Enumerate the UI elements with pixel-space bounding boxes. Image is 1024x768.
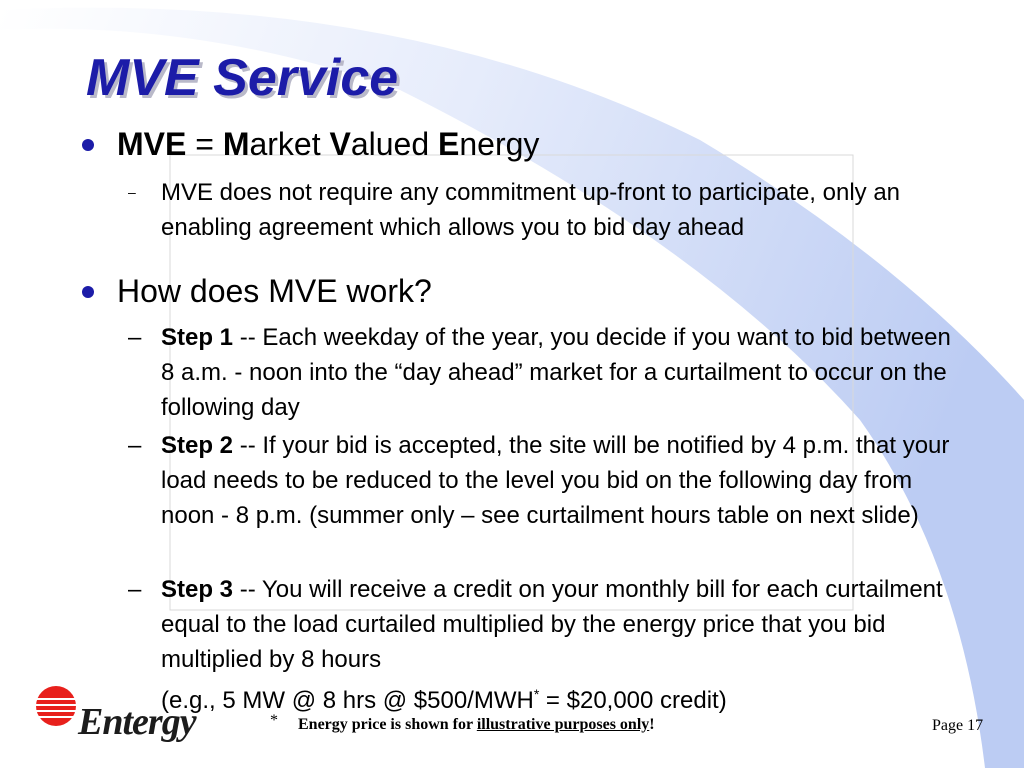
dash-marker: – [128,432,142,459]
bullet-how-it-works [82,273,432,309]
slide-title: MVE Service [86,49,399,107]
page-number: Page 17 [932,717,984,734]
dash-marker: – [128,184,136,200]
dash-marker: – [128,324,142,351]
bullet-dot-icon [82,286,94,298]
bullet-dot-icon [82,139,94,151]
step-text: Step 1 -- Each weekday of the year, you decide if you want to bid between 8 a.m. - noon into the “day ahead” market for a curtailment to occur on the following day [161,324,951,421]
step-3 [128,572,963,718]
example-calculation: (e.g., 5 MW @ 8 hrs @ $500/MWH* = $20,000 credit) [161,686,727,714]
footnote: * Energy price is shown for illustrative purposes only! [270,712,655,733]
step-1 [128,320,963,425]
bullet-mve-definition [82,126,539,162]
step-2 [128,428,963,533]
bullet-text: How does MVE work? [117,273,432,309]
dash-marker: – [128,576,142,603]
sub-bullet-text: MVE does not require any commitment up-front to participate, only an enabling agreement which allows you to bid day ahead [161,179,901,241]
mve-definition-text: MVE = Market Valued Energy [117,126,540,162]
entergy-logo-icon [34,684,78,728]
entergy-wordmark: Entergy [78,701,196,743]
sub-bullet-commitment [128,175,963,245]
step-text: Step 2 -- If your bid is accepted, the site will be notified by 4 p.m. that your load needs to be reduced to the level you bid on the following day from noon - 8 p.m. (summer only – see curtailment hours table on next slide) [161,432,950,529]
footnote-star: * [270,712,278,729]
step-text: Step 3 -- You will receive a credit on your monthly bill for each curtailment equal to the load curtailed multiplied by the energy price that you bid multiplied by 8 hours (e.g., 5 MW @ 8 hrs @ $500/MWH* = $20,000 credit) [161,576,943,714]
